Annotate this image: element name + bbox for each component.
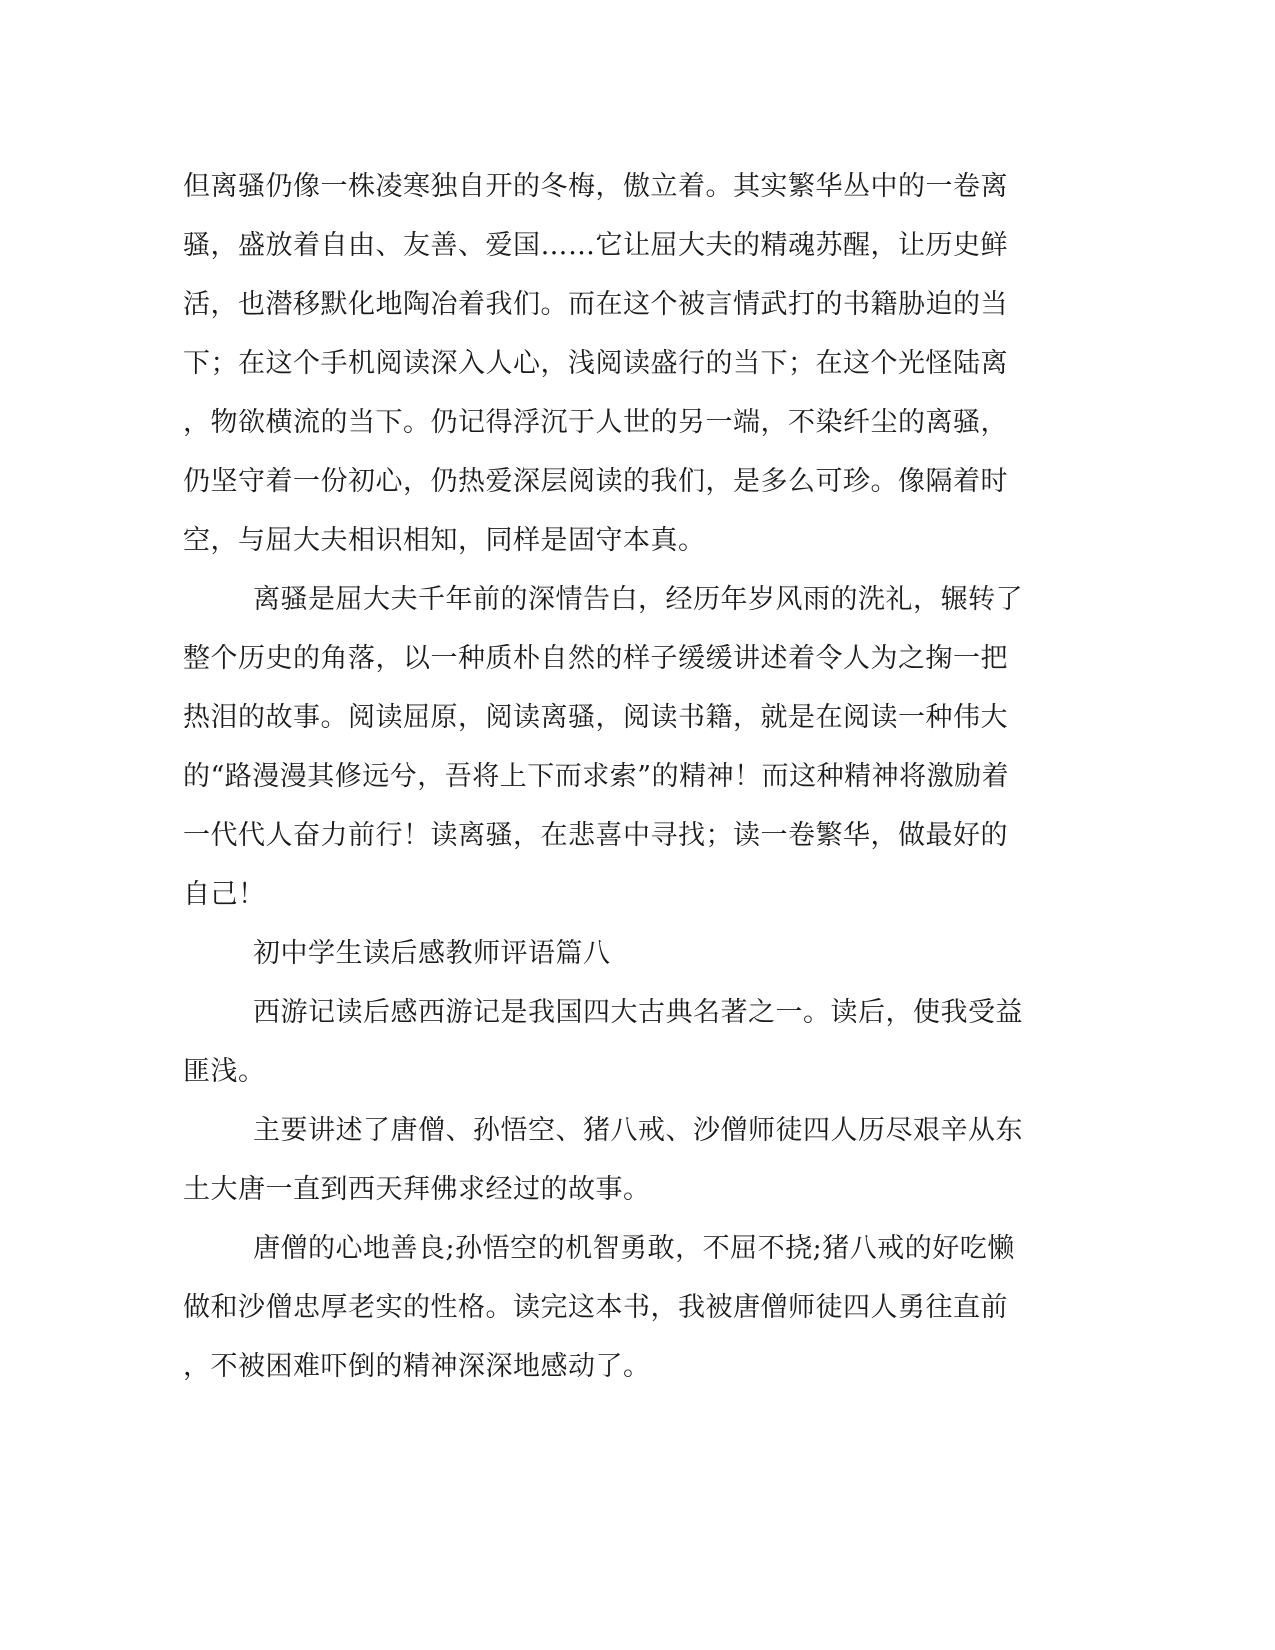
text-line: 活，也潜移默化地陶冶着我们。而在这个被言情武打的书籍胁迫的当 (183, 289, 1008, 320)
section-heading: 初中学生读后感教师评语篇八 (253, 938, 611, 969)
text-line: 热泪的故事。阅读屈原，阅读离骚，阅读书籍，就是在阅读一种伟大 (183, 702, 1008, 733)
text-line: 唐僧的心地善良;孙悟空的机智勇敢，不屈不挠;猪八戒的好吃懒 (253, 1233, 1015, 1264)
text-line: 的“路漫漫其修远兮，吾将上下而求索”的精神！而这种精神将激励着 (183, 761, 1010, 792)
document-body (183, 157, 1043, 1396)
text-line: 匪浅。 (183, 1056, 266, 1087)
text-line: 土大唐一直到西天拜佛求经过的故事。 (183, 1174, 651, 1205)
text-line: 整个历史的角落，以一种质朴自然的样子缓缓讲述着令人为之掬一把 (183, 643, 1008, 674)
text-line: 离骚是屈大夫千年前的深情告白，经历年岁风雨的洗礼，辗转了 (253, 584, 1023, 615)
text-line: 空，与屈大夫相识相知，同样是固守本真。 (183, 525, 706, 556)
text-line: 做和沙僧忠厚老实的性格。读完这本书，我被唐僧师徒四人勇往直前 (183, 1292, 1008, 1323)
text-line: 骚，盛放着自由、友善、爱国……它让屈大夫的精魂苏醒，让历史鲜 (183, 230, 1008, 261)
text-line: 自己！ (183, 879, 266, 910)
text-line: 下；在这个手机阅读深入人心，浅阅读盛行的当下；在这个光怪陆离 (183, 348, 1008, 379)
text-line: 一代代人奋力前行！读离骚，在悲喜中寻找；读一卷繁华，做最好的 (183, 820, 1008, 851)
text-line: 西游记读后感西游记是我国四大古典名著之一。读后，使我受益 (253, 997, 1023, 1028)
text-line: 仍坚守着一份初心，仍热爱深层阅读的我们，是多么可珍。像隔着时 (183, 466, 1008, 497)
text-line: ，物欲横流的当下。仍记得浮沉于人世的另一端，不染纤尘的离骚， (183, 407, 1008, 438)
text-line: ，不被困难吓倒的精神深深地感动了。 (183, 1351, 651, 1382)
text-line: 但离骚仍像一株凌寒独自开的冬梅，傲立着。其实繁华丛中的一卷离 (183, 171, 1008, 202)
text-line: 主要讲述了唐僧、孙悟空、猪八戒、沙僧师徒四人历尽艰辛从东 (253, 1115, 1023, 1146)
